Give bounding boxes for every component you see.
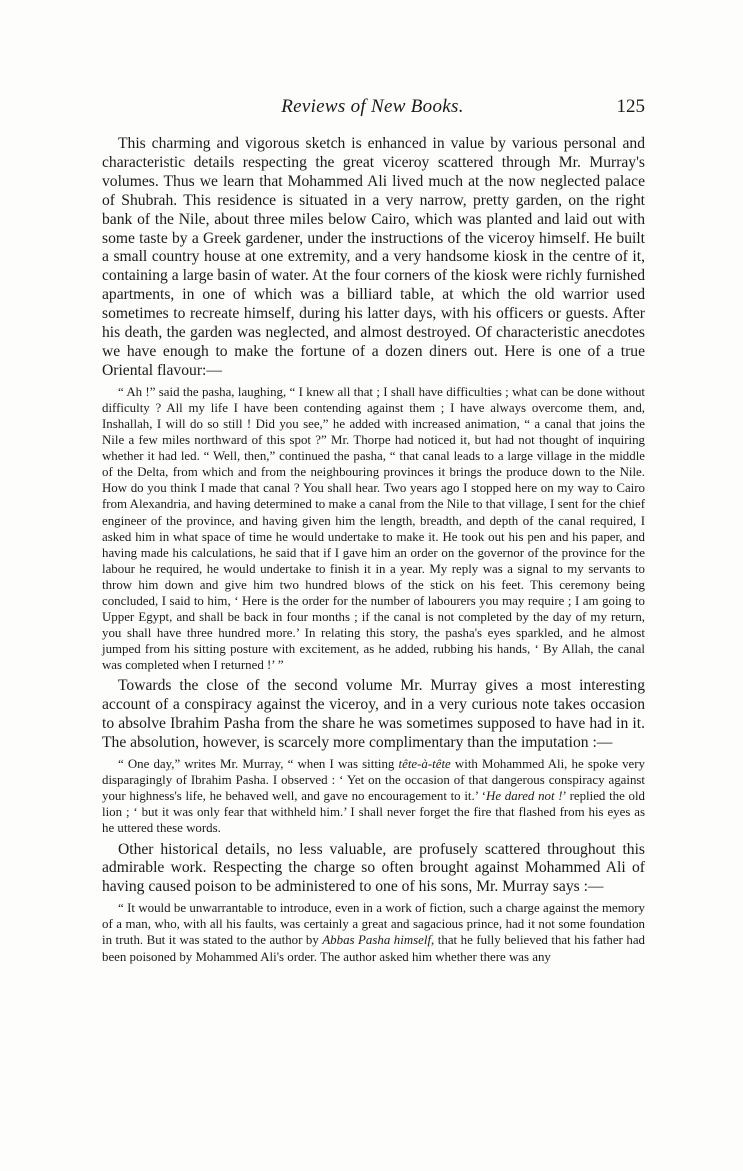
quotation-3 — [102, 900, 645, 964]
paragraph-2: Towards the close of the second volume Mr. Murray gives a most interesting account of a conspiracy against the viceroy, and in a very curious note takes occasion to absolve Ibrahim Pasha from the share he was sometimes supposed to have had in it. The absolution, however, is scarcely more complimentary than the imputation :— — [102, 677, 645, 752]
page-body — [102, 135, 645, 969]
page-header — [100, 96, 645, 126]
quotation-2-italic-tete-a-tete: tête-à-tête — [398, 757, 451, 772]
quotation-2-text-a: “ One day,” writes Mr. Murray, “ when I was sitting — [118, 757, 399, 772]
quotation-2-text-b: with Mohammed Ali, he spoke very disparagingly of Ibrahim Pasha. I observed : ‘ Yet on the occasion of that dangerous conspiracy against your highness's life, he behaved well, and gave no encouragement to it.’ ‘ — [102, 757, 645, 804]
quotation-3-text-b: , that he fully believed that his father had been poisoned by Mohammed Ali's order. The author asked him whether there was any — [102, 933, 645, 964]
page-number: 125 — [616, 96, 645, 117]
quotation-2-text-c: ’ replied the old lion ; ‘ but it was only fear that withheld him.’ I shall never forget the fire that flashed from his eyes as he uttered these words. — [102, 789, 645, 836]
quotation-2-italic-he-dared-not: He dared not ! — [486, 789, 563, 804]
running-title: Reviews of New Books. — [281, 96, 464, 117]
paragraph-1: This charming and vigorous sketch is enhanced in value by various personal and characteristic details respecting the great viceroy scattered through Mr. Murray's volumes. Thus we learn that Mohammed Ali lived much at the now neglected palace of Shubrah. This residence is situated in a very narrow, pretty garden, on the right bank of the Nile, about three miles below Cairo, which was planted and laid out with some taste by a Greek gardener, under the instructions of the viceroy himself. He built a small country house at one extremity, and a very handsome kiosk in the centre of it, containing a large basin of water. At the four corners of the kiosk were richly furnished apartments, in one of which was a billiard table, at which the old warrior used sometimes to recreate himself, during his latter days, with his officers or guests. After his death, the garden was neglected, and almost destroyed. Of characteristic anecdotes we have enough to make the fortune of a dozen diners out. Here is one of a true Oriental flavour:— — [102, 135, 645, 379]
quotation-3-italic-abbas-pasha: Abbas Pasha himself — [322, 933, 432, 948]
quotation-1: “ Ah !” said the pasha, laughing, “ I knew all that ; I shall have difficulties ; what can be done without difficulty ? All my life I have been contending against them ; I have always overcome them, and, Inshallah, I will do so still ! Did you see,” he added with increased animation, “ a canal that joins the Nile a few miles northward of this spot ?” Mr. Thorpe had noticed it, but had not thought of inquiring whether it had led. “ Well, then,” continued the pasha, “ that canal leads to a large village in the middle of the Delta, from which and from the neighbouring provinces it brings the produce down to the Nile. How do you think I made that canal ? You shall hear. Two years ago I stopped here on my way to Cairo from Alexandria, and having determined to make a canal from the Nile to that village, I sent for the chief engineer of the province, and having given him the length, breadth, and depth of the canal required, I asked him in what space of time he would undertake to make it. He took out his pen and his paper, and having made his calculations, he said that if I gave him an order on the governor of the province for the labour he required, he would undertake to finish it in a year. My reply was a signal to my servants to throw him down and give him two hundred blows of the stick on his feet. This ceremony being concluded, I said to him, ‘ Here is the order for the number of labourers you may require ; I am going to Upper Egypt, and shall be back in four months ; if the canal is not completed by the day of my return, you shall have three hundred more.’ In relating this story, the pasha's eyes sparkled, and he almost jumped from his sitting posture with excitement, as he added, rubbing his hands, ‘ By Allah, the canal was completed when I returned !’ ” — [102, 384, 645, 673]
paragraph-3: Other historical details, no less valuable, are profusely scattered throughout this admirable work. Respecting the charge so often brought against Mohammed Ali of having caused poison to be administered to one of his sons, Mr. Murray says :— — [102, 840, 645, 896]
quotation-3-text-a: “ It would be unwarrantable to introduce, even in a work of fiction, such a charge against the memory of a man, who, with all his faults, was certainly a great and sagacious prince, had it not some foundation in truth. But it was stated to the author by — [102, 901, 645, 948]
quotation-2 — [102, 756, 645, 836]
